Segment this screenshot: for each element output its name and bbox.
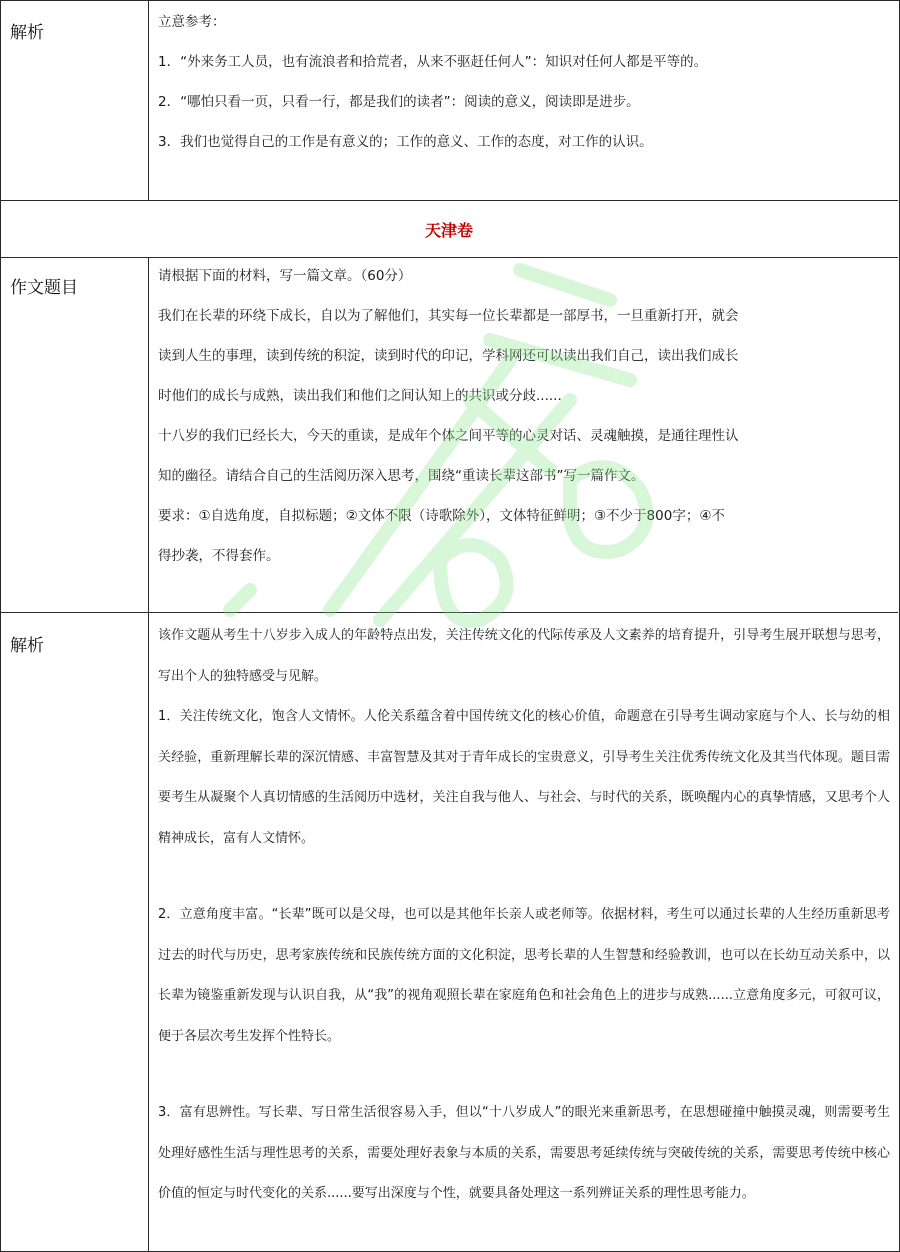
row-label-analysis: 解析: [10, 23, 44, 43]
essay-prompt-content: [158, 256, 890, 576]
prompt-line: 知的幽径。请结合自己的生活阅历深入思考，围绕“重读长辈这部书”写一篇作文。: [158, 468, 645, 484]
analysis-point: 2．“哪怕只看一页，只看一行，都是我们的读者”：阅读的意义，阅读即是进步。: [158, 94, 640, 110]
column-divider: [148, 257, 149, 1251]
section-title: 天津卷: [424, 221, 473, 240]
prompt-line: 请根据下面的材料，写一篇文章。（60分）: [158, 268, 412, 284]
analysis-paragraph: 该作文题从考生十八岁步入成人的年龄特点出发，关注传统文化的代际传承及人文素养的培育提升，引导考生展开联想与思考，写出个人的独特感受与见解。: [158, 628, 890, 684]
row-divider: [0, 612, 898, 613]
analysis-point: 1．“外来务工人员，也有流浪者和拾荒者，从来不驱赶任何人”：知识对任何人都是平等的。: [158, 54, 708, 70]
prompt-line: 读到人生的事理，读到传统的积淀，读到时代的印记，学科网还可以读出我们自己，读出我们成长: [158, 348, 739, 364]
prompt-line: 时他们的成长与成熟，读出我们和他们之间认知上的共识或分歧......: [158, 388, 562, 404]
analysis-paragraph: 1．关注传统文化，饱含人文情怀。人伦关系蕴含着中国传统文化的核心价值，命题意在引导考生调动家庭与个人、长与幼的相关经验，重新理解长辈的深沉情感、丰富智慧及其对于青年成长的宝贵意义，引导考生关注优秀传统文化及其当代体现。题目需要考生从凝聚个人真切情感的生活阅历中选材，关注自我与他人、与社会、与时代的关系，既唤醒内心的真挚情感，又思考个人精神成长，富有人文情怀。: [158, 709, 890, 846]
prompt-line: 十八岁的我们已经长大，今天的重读，是成年个体之间平等的心灵对话、灵魂触摸，是通往理性认: [158, 428, 739, 444]
prompt-line: 得抄袭，不得套作。: [158, 548, 280, 564]
column-divider: [148, 0, 149, 200]
analysis-point: 3．我们也觉得自己的工作是有意义的；工作的意义、工作的态度，对工作的认识。: [158, 134, 653, 150]
analysis-paragraph: 3．富有思辨性。写长辈、写日常生活很容易入手，但以“十八岁成人”的眼光来重新思考，在思想碰撞中触摸灵魂，则需要考生处理好感性生活与理性思考的关系，需要处理好表象与本质的关系，需要思考延续传统与突破传统的关系，需要思考传统中核心价值的恒定与时代变化的关系......要写出深度与个性，就要具备处理这一系列辨证关系的理性思考能力。: [158, 1105, 890, 1201]
row-label-analysis: 解析: [10, 636, 44, 656]
prompt-line: 要求：①自选角度，自拟标题；②文体不限（诗歌除外），文体特征鲜明；③不少于800字；④不: [158, 508, 725, 524]
analysis-heading: 立意参考：: [158, 14, 226, 30]
prompt-line: 我们在长辈的环绕下成长，自以为了解他们，其实每一位长辈都是一部厚书，一旦重新打开，就会: [158, 308, 739, 324]
analysis-content: [158, 2, 890, 162]
row-label-essay-prompt: 作文题目: [10, 278, 78, 298]
row-divider: [0, 200, 898, 201]
analysis-paragraph: 2．立意角度丰富。“长辈”既可以是父母，也可以是其他年长亲人或老师等。依据材料，考生可以通过长辈的人生经历重新思考过去的时代与历史，思考家族传统和民族传统方面的文化积淀，思考长辈的人生智慧和经验教训，也可以在长幼互动关系中，以长辈为镜鉴重新发现与认识自我，从“我”的视角观照长辈在家庭角色和社会角色上的进步与成熟......立意角度多元，可叙可议，便于各层次考生发挥个性特长。: [158, 907, 890, 1044]
essay-analysis-content: [158, 616, 890, 1215]
